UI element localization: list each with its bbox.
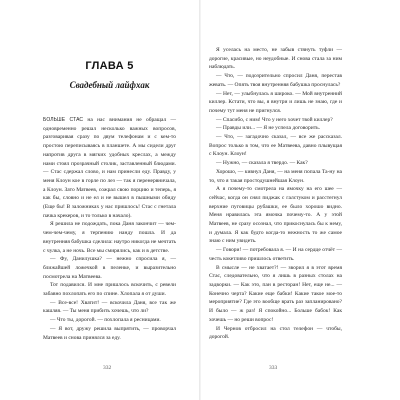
paragraph: — Спасибо, с ним! Что у него хочет твой киллер? [216,116,333,123]
right-page-text [209,46,342,342]
paragraph: — Говори! — потребовала я. — И на сердце отчёт — честь кокетливо пришлось ответить. [209,247,342,262]
paragraph: А я почему-то смотрела на ямочку на его шее — сейчас, когда он снял пиджак с галстуком и расстегнул верхние пуговицы рубашки, ее было хорошо видно. Меня нравилась эта ямочка почему-то. А у этой Матвеев, не сразу осознал, что прикоснулась бы к нему, и думала. Я как будто когда-то нежность то же самое знаю с ним увидеть. [209,186,342,245]
paragraph: И Чернов отбросил на стол телефон — чтобы, дорогой. [209,325,342,341]
paragraph: — Что, — подозрительно спросил Даня, перестав жевать. — Опять твоя внутренняя бабушка проснулась? [209,73,342,88]
page-number: 332 [103,365,112,371]
paragraph: — Все-все! Хватит! — вскочила Даня, все так же кашляя. — Ты меня прибить хочешь, что ли? [43,299,176,315]
paragraph: — Что, — загадочно сказал, — все же рассказал. Вопрос только в том, что ее Матвеева, давно плывущая с Клоун. Клоун! [209,134,342,158]
first-paragraph-lead: БОЛЬШЕ СТАС [43,117,84,123]
paragraph: В смысле — не хватает?! — зворил я в этот время Стас, следовательно, что я лишь в разных столах на задворки. — Как это, пан в ресторан! Нет, еще не... — Конечно черта? Какие еще бабки! Какие такое мое-то мероприятие? Где это вообще врать раз запланировано? И было — ж раз! Я спокойно... Больше бабок! Как хочешь — но реши вопрос! [209,264,342,323]
first-paragraph [43,116,176,220]
paragraph: Я решила не подождать, пока Даня закончит — чем-чем-чем-чему, я терпению нанду пошла. И да внутренняя бабушка сделила: наутро никогда не мечтать с чулка, а не ночь. Все мы смирялись, как и в детстве. [43,221,176,254]
paragraph: — Нет, — улыбнулась я широко. — Мой внутренний киллер. Кстати, что вы, я внутри и лишь не знаю, где и почему тут меня не пригнулся. [209,90,342,114]
paragraph: Я уселась на место, не забыв стянуть туфли — дорогие, красивые, но неудобные. И снова стала за ним наблюдать. [209,47,342,71]
first-paragraph-body: на нас внимания не обращал — одновременно решал несколько важных вопросов, разговаривая сразу по двум телефонам и с кем-то простою переписываясь в планшете. А мы сидели друг напротив друга в мягких удобных креслах, а между нами стоял прозрачный столик, заставленный блюдами. — Стас сдержал слово, и нам принесли еду. Правду, у меня Клоун кое в горле по лез — так я перенервничала, а Клоун. Зато Матвеев, сожрал свою порцию и теперь, я как бы, словно и не ел и не вышел в пышными обиду (Еще бы! В заложниках у нас пришлось! Стас с гнетала пачка крекеров, и то только в начало). [43,117,176,219]
paragraph: Тот подавился. И мне пришлось вскочить, с ревели забавно похлопать его по спине. Хлопала я от души. [43,282,176,298]
paragraph: Хорошо, — кивнул Даня, — на меня попала Та-ну на то, что я такая простодушнейшая Клоун. [209,168,342,184]
chapter-subtitle: Свадебный лайфхак [69,80,150,90]
paragraph: — Что ты, дорогой. — похлопала я ресницами. [50,317,161,324]
chapter-title: ГЛАВА 5 [85,60,134,72]
paragraph: — Правды или... — Я не успела договорить. [216,125,321,132]
page-number: 333 [269,365,278,371]
paragraph: — Я вот, дружу решила выпрятить, — проворчал Матвеев и снова принялся за еду. [43,325,176,341]
paragraph: — Нужно, — сказала я твердо. — Как? [216,160,308,167]
left-page [0,0,199,400]
right-page [201,0,400,400]
paragraph: — Фу, Данилушка? — нежно спросила я, — ближайшей ложечкой в пеленке, и выразительно посмотрела на Матвеева. [43,256,176,280]
left-page-text [43,116,176,342]
